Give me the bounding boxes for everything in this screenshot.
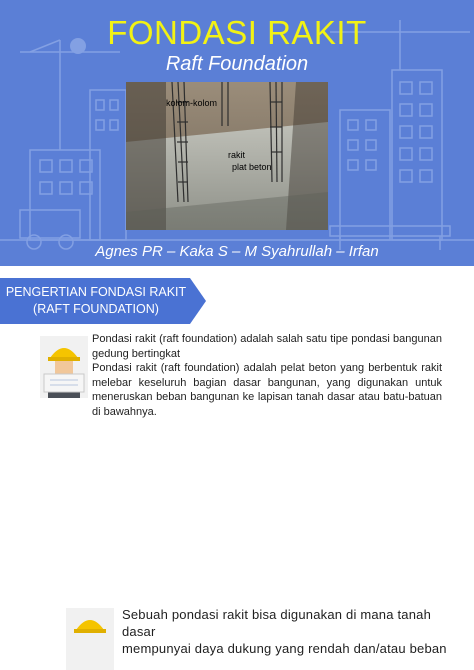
definition-paragraph-2: Pondasi rakit (raft foundation) adalah pelat beton yang berbentuk rakit melebar keseluruh bagian dasar bangunan, yang digunakan untuk meneruskan beban bangunan ke lapisan tanah dasar atau batu-batuan di bawahnya. <box>92 362 442 418</box>
definition-text <box>92 332 442 419</box>
banner-title: PENGERTIAN FONDASI RAKIT <box>5 285 187 299</box>
engineer-avatar-icon <box>40 336 88 398</box>
raft-foundation-photo <box>126 82 328 230</box>
photo-label-columns: kolom-kolom <box>166 98 218 108</box>
slide-subtitle: Raft Foundation <box>165 53 309 75</box>
title-slide <box>0 0 474 266</box>
usage-line-2: mempunyai daya dukung yang rendah dan/atau beban <box>122 641 447 656</box>
section-banner <box>0 278 206 324</box>
usage-slide <box>0 532 474 656</box>
engineer-avatar-icon-2 <box>66 608 114 670</box>
definition-slide <box>0 266 474 532</box>
authors-line: Agnes PR – Kaka S – M Syahrullah – Irfan <box>95 243 379 260</box>
usage-text <box>122 606 462 657</box>
definition-paragraph-1: Pondasi rakit (raft foundation) adalah salah satu tipe pondasi bangunan gedung bertingkat <box>92 333 442 360</box>
slide-title: FONDASI RAKIT <box>107 14 367 51</box>
usage-line-1: Sebuah pondasi rakit bisa digunakan di mana tanah dasar <box>122 607 432 639</box>
banner-subtitle: (RAFT FOUNDATION) <box>33 302 159 316</box>
photo-label-slab: plat beton <box>232 162 272 172</box>
photo-label-raft: rakit <box>228 150 246 160</box>
